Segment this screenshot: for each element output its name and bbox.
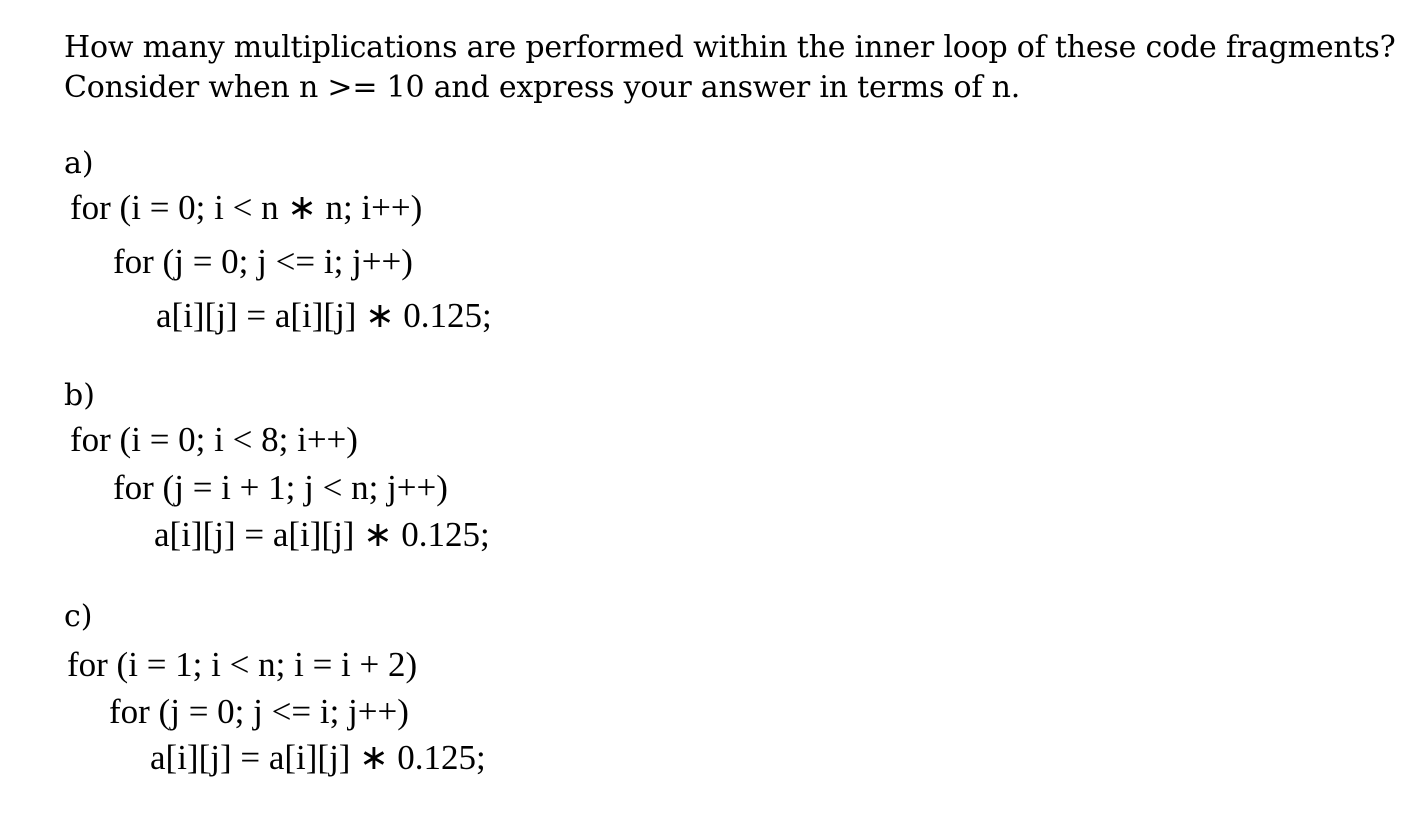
question-line-2: Consider when n >= 10 and express your answer in terms of n. xyxy=(64,70,1021,105)
part-b-inner-loop: for (j = i + 1; j < n; j++) xyxy=(113,468,448,507)
part-a-label: a) xyxy=(64,146,94,181)
question-line-1: How many multiplications are performed within the inner loop of these code fragments? xyxy=(64,30,1396,65)
part-c-label: c) xyxy=(64,599,93,634)
part-c-inner-loop: for (j = 0; j <= i; j++) xyxy=(109,692,409,731)
part-a-body: a[i][j] = a[i][j] ∗ 0.125; xyxy=(156,296,492,335)
question-text xyxy=(64,28,1396,108)
part-b-body: a[i][j] = a[i][j] ∗ 0.125; xyxy=(154,515,490,554)
part-a-outer-loop: for (i = 0; i < n ∗ n; i++) xyxy=(70,188,423,227)
part-c-outer-loop: for (i = 1; i < n; i = i + 2) xyxy=(67,645,418,684)
part-b-label: b) xyxy=(64,378,95,413)
part-c-body: a[i][j] = a[i][j] ∗ 0.125; xyxy=(150,738,486,777)
part-b-outer-loop: for (i = 0; i < 8; i++) xyxy=(70,420,358,459)
part-a-inner-loop: for (j = 0; j <= i; j++) xyxy=(113,242,413,281)
